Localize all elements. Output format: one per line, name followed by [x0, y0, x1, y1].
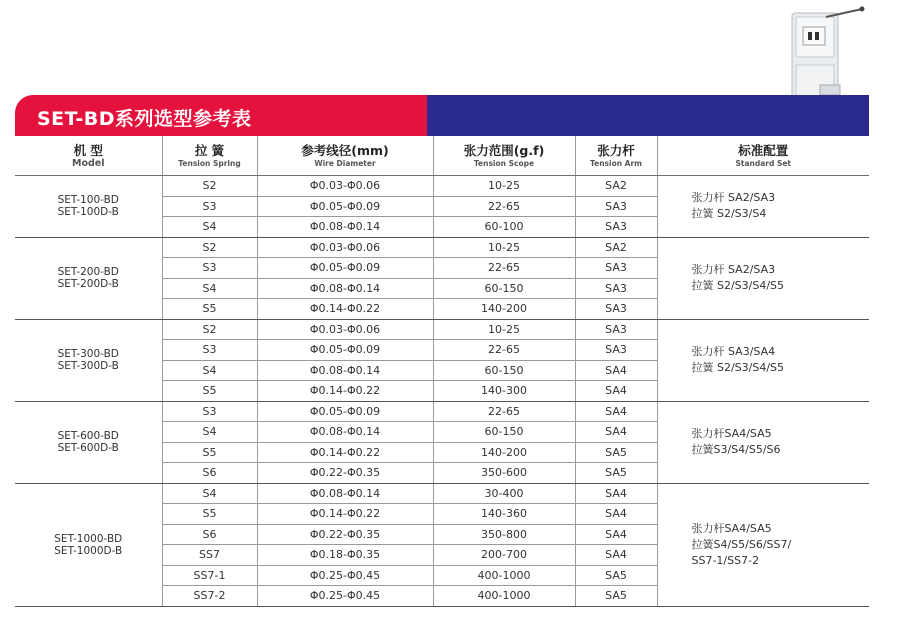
model-name: SET-100-BD — [57, 194, 119, 207]
tension-scope-cell: 22-65 — [433, 340, 575, 361]
tension-arm-cell: SA2 — [575, 176, 657, 197]
tension-arm-cell: SA4 — [575, 483, 657, 504]
tension-arm-cell: SA4 — [575, 545, 657, 566]
model-name: SET-600-BD — [57, 430, 119, 442]
wire-diameter-cell: Φ0.18-Φ0.35 — [257, 545, 433, 566]
spring-cell: SS7-2 — [162, 586, 257, 607]
model-name: SET-600D-B — [57, 442, 119, 454]
standard-set-cell — [657, 483, 869, 606]
spring-cell: S2 — [162, 237, 257, 258]
table-row — [15, 237, 869, 258]
standard-set-line: 张力杆 SA3/SA4 — [691, 345, 776, 358]
model-name: SET-100D-B — [57, 206, 119, 219]
header-tension-scope: 张力范围(g.f) Tension Scope — [433, 136, 575, 176]
spring-cell: S3 — [162, 340, 257, 361]
model-name: SET-1000D-B — [54, 544, 123, 557]
wire-diameter-cell: Φ0.08-Φ0.14 — [257, 278, 433, 299]
wire-diameter-cell: Φ0.05-Φ0.09 — [257, 196, 433, 217]
banner-blue-segment — [427, 95, 869, 136]
model-name: SET-200D-B — [57, 278, 119, 290]
tension-scope-cell: 140-360 — [433, 504, 575, 525]
spring-cell: S2 — [162, 176, 257, 197]
table-row — [15, 483, 869, 504]
header-tension-spring: 拉 簧 Tension Spring — [162, 136, 257, 176]
tension-arm-cell: SA3 — [575, 299, 657, 320]
header-model: 机 型 Model — [15, 136, 162, 176]
spring-cell: S5 — [162, 299, 257, 320]
spring-cell: S2 — [162, 319, 257, 340]
wire-diameter-cell: Φ0.08-Φ0.14 — [257, 217, 433, 238]
model-name: SET-300-BD — [57, 348, 119, 360]
tension-scope-cell: 10-25 — [433, 237, 575, 258]
tension-scope-cell: 60-150 — [433, 360, 575, 381]
wire-diameter-cell: Φ0.08-Φ0.14 — [257, 360, 433, 381]
tension-scope-cell: 60-150 — [433, 278, 575, 299]
tension-scope-cell: 60-100 — [433, 217, 575, 238]
model-name: SET-1000-BD — [54, 532, 123, 545]
tension-arm-cell: SA3 — [575, 258, 657, 279]
spring-cell: S3 — [162, 401, 257, 422]
model-cell — [15, 237, 162, 319]
tension-arm-cell: SA4 — [575, 524, 657, 545]
spring-cell: S6 — [162, 463, 257, 484]
wire-diameter-cell: Φ0.25-Φ0.45 — [257, 565, 433, 586]
tension-scope-cell: 140-300 — [433, 381, 575, 402]
tension-scope-cell: 22-65 — [433, 401, 575, 422]
spring-cell: SS7 — [162, 545, 257, 566]
tension-arm-cell: SA5 — [575, 442, 657, 463]
spring-cell: S6 — [162, 524, 257, 545]
tension-arm-cell: SA3 — [575, 196, 657, 217]
spring-cell: S4 — [162, 360, 257, 381]
spring-cell: S4 — [162, 278, 257, 299]
standard-set-line: 张力杆 SA2/SA3 — [691, 191, 776, 205]
standard-set-line: 张力杆SA4/SA5 — [691, 427, 772, 440]
header-standard-set: 标准配置 Standard Set — [657, 136, 869, 176]
wire-diameter-cell: Φ0.05-Φ0.09 — [257, 401, 433, 422]
tension-scope-cell: 200-700 — [433, 545, 575, 566]
tension-arm-cell: SA4 — [575, 422, 657, 443]
model-cell — [15, 483, 162, 606]
tension-scope-cell: 350-800 — [433, 524, 575, 545]
tension-scope-cell: 350-600 — [433, 463, 575, 484]
standard-set-line: SS7-1/SS7-2 — [691, 553, 760, 567]
tension-scope-cell: 10-25 — [433, 319, 575, 340]
tension-scope-cell: 22-65 — [433, 258, 575, 279]
wire-diameter-cell: Φ0.25-Φ0.45 — [257, 586, 433, 607]
standard-set-line: 张力杆 SA2/SA3 — [691, 263, 776, 276]
standard-set-line: 拉簧 S2/S3/S4/S5 — [691, 361, 785, 374]
wire-diameter-cell: Φ0.14-Φ0.22 — [257, 442, 433, 463]
selection-table-wrapper — [15, 136, 869, 607]
wire-diameter-cell: Φ0.05-Φ0.09 — [257, 340, 433, 361]
standard-set-line: 拉簧S4/S5/S6/SS7/ — [691, 537, 792, 551]
model-cell — [15, 401, 162, 483]
wire-diameter-cell: Φ0.03-Φ0.06 — [257, 319, 433, 340]
tension-arm-cell: SA4 — [575, 401, 657, 422]
standard-set-cell — [657, 176, 869, 238]
table-header — [15, 136, 869, 176]
standard-set-line: 张力杆SA4/SA5 — [691, 521, 772, 535]
page-title: SET-BD系列选型参考表 — [37, 108, 252, 130]
table-row — [15, 401, 869, 422]
wire-diameter-cell: Φ0.03-Φ0.06 — [257, 237, 433, 258]
wire-diameter-cell: Φ0.05-Φ0.09 — [257, 258, 433, 279]
standard-set-line: 拉簧S3/S4/S5/S6 — [691, 443, 781, 456]
spring-cell: S3 — [162, 196, 257, 217]
tension-scope-cell: 400-1000 — [433, 565, 575, 586]
tension-arm-cell: SA5 — [575, 565, 657, 586]
tension-scope-cell: 400-1000 — [433, 586, 575, 607]
wire-diameter-cell: Φ0.03-Φ0.06 — [257, 176, 433, 197]
tension-scope-cell: 22-65 — [433, 196, 575, 217]
tension-scope-cell: 60-150 — [433, 422, 575, 443]
standard-set-line: 拉簧 S2/S3/S4/S5 — [691, 279, 785, 292]
wire-diameter-cell: Φ0.22-Φ0.35 — [257, 524, 433, 545]
tension-scope-cell: 140-200 — [433, 442, 575, 463]
tension-arm-cell: SA2 — [575, 237, 657, 258]
tension-arm-cell: SA4 — [575, 360, 657, 381]
spring-cell: S4 — [162, 483, 257, 504]
title-banner — [15, 95, 869, 136]
spring-cell: S4 — [162, 422, 257, 443]
model-cell — [15, 319, 162, 401]
tension-scope-cell: 10-25 — [433, 176, 575, 197]
tension-arm-cell: SA3 — [575, 278, 657, 299]
spring-cell: SS7-1 — [162, 565, 257, 586]
spring-cell: S3 — [162, 258, 257, 279]
model-cell — [15, 176, 162, 238]
tension-scope-cell: 140-200 — [433, 299, 575, 320]
spring-cell: S4 — [162, 217, 257, 238]
tension-arm-cell: SA3 — [575, 319, 657, 340]
header-tension-arm: 张力杆 Tension Arm — [575, 136, 657, 176]
tension-arm-cell: SA3 — [575, 340, 657, 361]
standard-set-cell — [657, 401, 869, 483]
wire-diameter-cell: Φ0.14-Φ0.22 — [257, 504, 433, 525]
standard-set-cell — [657, 237, 869, 319]
tension-arm-cell: SA5 — [575, 463, 657, 484]
table-body — [15, 176, 869, 607]
wire-diameter-cell: Φ0.22-Φ0.35 — [257, 463, 433, 484]
tension-scope-cell: 30-400 — [433, 483, 575, 504]
model-name: SET-300D-B — [57, 360, 119, 372]
banner-red-segment — [15, 95, 427, 136]
wire-diameter-cell: Φ0.08-Φ0.14 — [257, 483, 433, 504]
spring-cell: S5 — [162, 442, 257, 463]
header-wire-diameter: 参考线径(mm) Wire Diameter — [257, 136, 433, 176]
table-row — [15, 319, 869, 340]
tension-arm-cell: SA5 — [575, 586, 657, 607]
tension-arm-cell: SA4 — [575, 504, 657, 525]
wire-diameter-cell: Φ0.14-Φ0.22 — [257, 299, 433, 320]
standard-set-line: 拉簧 S2/S3/S4 — [691, 207, 767, 221]
tension-arm-cell: SA3 — [575, 217, 657, 238]
selection-table — [15, 136, 869, 607]
wire-diameter-cell: Φ0.14-Φ0.22 — [257, 381, 433, 402]
wire-diameter-cell: Φ0.08-Φ0.14 — [257, 422, 433, 443]
spring-cell: S5 — [162, 381, 257, 402]
model-name: SET-200-BD — [57, 266, 119, 278]
spring-cell: S5 — [162, 504, 257, 525]
tension-arm-cell: SA4 — [575, 381, 657, 402]
table-row — [15, 176, 869, 197]
standard-set-cell — [657, 319, 869, 401]
